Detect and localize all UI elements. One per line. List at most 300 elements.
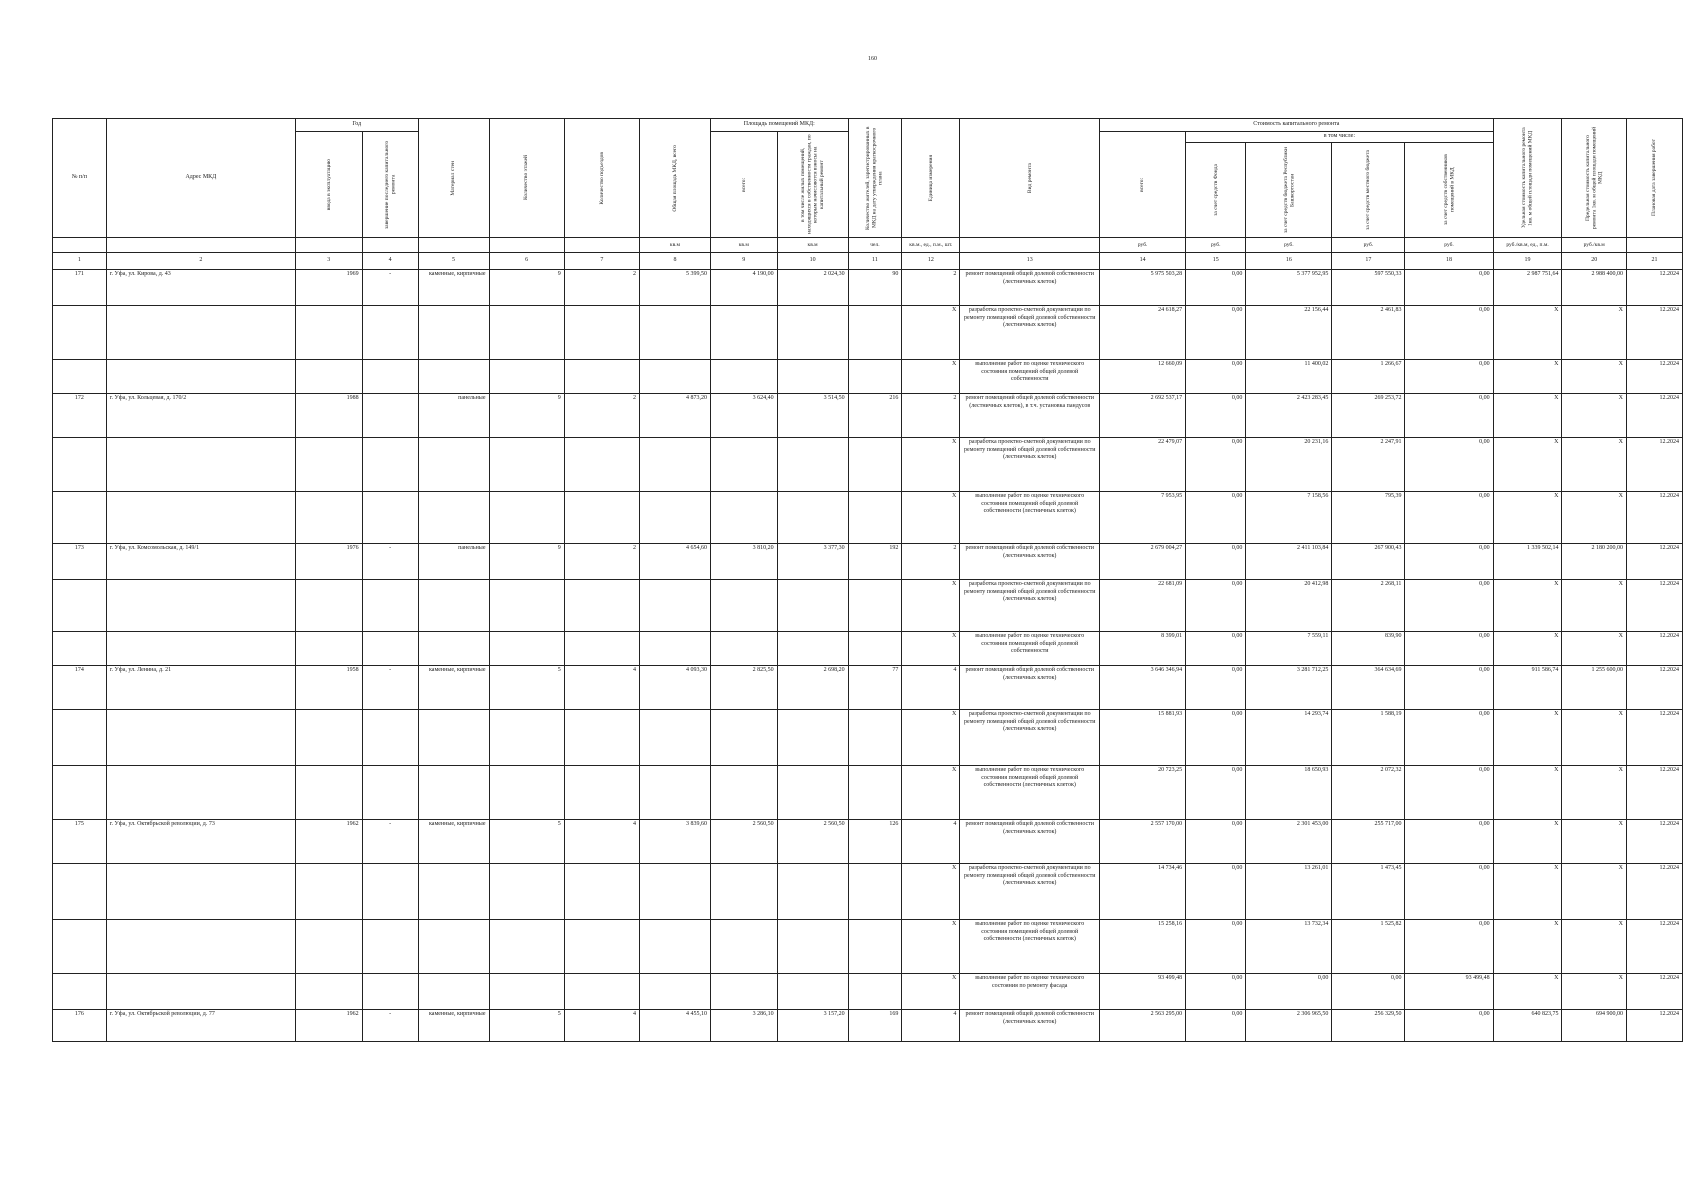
entrances-cell: 4 bbox=[564, 666, 639, 710]
max-cost-cell: X bbox=[1562, 820, 1627, 864]
col-unit-header: Единица измерения bbox=[902, 119, 960, 238]
cost-total-cell: 15 258,16 bbox=[1100, 920, 1186, 974]
cost-republic-cell: 13 732,34 bbox=[1246, 920, 1332, 974]
unit-cell: X bbox=[902, 710, 960, 766]
total-area-cell bbox=[640, 438, 711, 492]
cost-republic-cell: 7 158,56 bbox=[1246, 492, 1332, 544]
cost-owners-cell: 0,00 bbox=[1405, 270, 1493, 306]
max-cost-cell: X bbox=[1562, 360, 1627, 394]
unit-cell: руб. bbox=[1405, 238, 1493, 253]
cost-fund-cell: 0,00 bbox=[1186, 974, 1246, 1010]
deadline-cell: 12.2024 bbox=[1626, 544, 1682, 580]
total-area-cell bbox=[640, 360, 711, 394]
year-commission-cell bbox=[295, 766, 362, 820]
unit-cell bbox=[489, 238, 564, 253]
premises-contrib-cell bbox=[777, 766, 848, 820]
repair-type-cell: разработка проектно-сметной документации по ремонту помещений общей долевой собственности (лестничных клеток) bbox=[960, 864, 1100, 920]
deadline-cell: 12.2024 bbox=[1626, 820, 1682, 864]
unit-cell: руб./кв.м bbox=[1562, 238, 1627, 253]
cost-fund-cell: 0,00 bbox=[1186, 360, 1246, 394]
cost-republic-cell: 2 411 103,84 bbox=[1246, 544, 1332, 580]
unit-cell: X bbox=[902, 920, 960, 974]
column-number-cell: 5 bbox=[418, 253, 489, 270]
cost-fund-cell: 0,00 bbox=[1186, 544, 1246, 580]
specific-cost-cell: X bbox=[1493, 632, 1562, 666]
specific-cost-cell: X bbox=[1493, 920, 1562, 974]
cost-owners-cell: 0,00 bbox=[1405, 864, 1493, 920]
wall-material-cell bbox=[418, 580, 489, 632]
cost-local-cell: 0,00 bbox=[1332, 974, 1405, 1010]
col-wall-material-header: Материал стен bbox=[418, 119, 489, 238]
premises-contrib-cell: 2 698,20 bbox=[777, 666, 848, 710]
premises-area-cell bbox=[710, 306, 777, 360]
address-cell bbox=[106, 920, 295, 974]
total-area-cell: 4 873,20 bbox=[640, 394, 711, 438]
premises-area-cell bbox=[710, 360, 777, 394]
cost-total-cell: 14 734,46 bbox=[1100, 864, 1186, 920]
year-commission-cell bbox=[295, 920, 362, 974]
entrances-cell: 2 bbox=[564, 270, 639, 306]
residents-cell bbox=[848, 766, 902, 820]
max-cost-cell: X bbox=[1562, 974, 1627, 1010]
unit-cell: 4 bbox=[902, 820, 960, 864]
premises-area-cell: 3 810,20 bbox=[710, 544, 777, 580]
column-number-cell: 4 bbox=[362, 253, 418, 270]
premises-area-cell bbox=[710, 632, 777, 666]
row-number-cell bbox=[53, 766, 107, 820]
unit-cell bbox=[564, 238, 639, 253]
floors-cell bbox=[489, 864, 564, 920]
unit-cell: кв.м bbox=[640, 238, 711, 253]
address-cell bbox=[106, 766, 295, 820]
column-number-cell: 21 bbox=[1626, 253, 1682, 270]
residents-cell bbox=[848, 920, 902, 974]
cost-local-cell: 839,90 bbox=[1332, 632, 1405, 666]
cost-owners-cell: 0,00 bbox=[1405, 394, 1493, 438]
row-number-cell bbox=[53, 492, 107, 544]
cost-owners-cell: 0,00 bbox=[1405, 920, 1493, 974]
specific-cost-cell: X bbox=[1493, 394, 1562, 438]
cost-total-cell: 8 399,01 bbox=[1100, 632, 1186, 666]
repair-type-cell: разработка проектно-сметной документации по ремонту помещений общей долевой собственности (лестничных клеток) bbox=[960, 580, 1100, 632]
year-commission-cell bbox=[295, 306, 362, 360]
year-commission-cell: 1969 bbox=[295, 270, 362, 306]
total-area-cell bbox=[640, 974, 711, 1010]
page-number: 160 bbox=[868, 56, 877, 62]
table-row bbox=[53, 974, 1683, 1010]
unit-cell: кв.м., ед., п.м., шт. bbox=[902, 238, 960, 253]
deadline-cell: 12.2024 bbox=[1626, 580, 1682, 632]
table-row bbox=[53, 710, 1683, 766]
column-number-cell: 11 bbox=[848, 253, 902, 270]
cost-fund-cell: 0,00 bbox=[1186, 270, 1246, 306]
entrances-cell bbox=[564, 306, 639, 360]
year-commission-cell: 1958 bbox=[295, 666, 362, 710]
residents-cell bbox=[848, 632, 902, 666]
year-commission-cell: 1962 bbox=[295, 1010, 362, 1042]
table-row bbox=[53, 766, 1683, 820]
address-cell: г. Уфа, ул. Ленина, д. 21 bbox=[106, 666, 295, 710]
address-cell bbox=[106, 438, 295, 492]
repair-type-cell: ремонт помещений общей долевой собственности (лестничных клеток), в т.ч. установка пандусов bbox=[960, 394, 1100, 438]
wall-material-cell bbox=[418, 766, 489, 820]
col-cost-total-header: всего: bbox=[1100, 132, 1186, 238]
floors-cell bbox=[489, 492, 564, 544]
col-owners-header: за счет средств собственников помещений в МКД bbox=[1405, 143, 1493, 238]
year-commission-cell bbox=[295, 974, 362, 1010]
unit-cell: X bbox=[902, 360, 960, 394]
unit-cell bbox=[418, 238, 489, 253]
year-commission-cell bbox=[295, 492, 362, 544]
cost-owners-cell: 0,00 bbox=[1405, 1010, 1493, 1042]
cost-local-cell: 1 473,45 bbox=[1332, 864, 1405, 920]
table-row bbox=[53, 438, 1683, 492]
max-cost-cell: X bbox=[1562, 580, 1627, 632]
residents-cell: 169 bbox=[848, 1010, 902, 1042]
specific-cost-cell: X bbox=[1493, 974, 1562, 1010]
year-last-repair-cell: - bbox=[362, 270, 418, 306]
entrances-cell bbox=[564, 580, 639, 632]
cost-total-cell: 93 499,48 bbox=[1100, 974, 1186, 1010]
cost-fund-cell: 0,00 bbox=[1186, 820, 1246, 864]
total-area-cell: 4 455,10 bbox=[640, 1010, 711, 1042]
entrances-cell bbox=[564, 360, 639, 394]
address-cell bbox=[106, 306, 295, 360]
repair-type-cell: выполнение работ по оценке технического состояния по ремонту фасада bbox=[960, 974, 1100, 1010]
address-cell: г. Уфа, ул. Октябрьской революции, д. 77 bbox=[106, 1010, 295, 1042]
repair-type-cell: разработка проектно-сметной документации по ремонту помещений общей долевой собственности (лестничных клеток) bbox=[960, 710, 1100, 766]
repair-type-cell: ремонт помещений общей долевой собственности (лестничных клеток) bbox=[960, 1010, 1100, 1042]
premises-area-cell bbox=[710, 766, 777, 820]
unit-cell bbox=[106, 238, 295, 253]
address-cell bbox=[106, 974, 295, 1010]
wall-material-cell: каменные, кирпичные bbox=[418, 270, 489, 306]
specific-cost-cell: X bbox=[1493, 580, 1562, 632]
unit-cell: 2 bbox=[902, 544, 960, 580]
year-last-repair-cell bbox=[362, 394, 418, 438]
cost-republic-cell: 7 559,11 bbox=[1246, 632, 1332, 666]
col-num-header: № п/п bbox=[53, 119, 107, 238]
max-cost-cell: 2 180 200,00 bbox=[1562, 544, 1627, 580]
year-last-repair-cell: - bbox=[362, 544, 418, 580]
wall-material-cell bbox=[418, 360, 489, 394]
cost-fund-cell: 0,00 bbox=[1186, 438, 1246, 492]
address-cell bbox=[106, 632, 295, 666]
unit-cell: X bbox=[902, 974, 960, 1010]
table-row bbox=[53, 270, 1683, 306]
table-row bbox=[53, 492, 1683, 544]
cost-owners-cell: 0,00 bbox=[1405, 580, 1493, 632]
premises-contrib-cell bbox=[777, 974, 848, 1010]
premises-contrib-cell bbox=[777, 438, 848, 492]
specific-cost-cell: 2 987 751,64 bbox=[1493, 270, 1562, 306]
cost-fund-cell: 0,00 bbox=[1186, 920, 1246, 974]
col-premises-area-header: Площадь помещений МКД: bbox=[710, 119, 848, 132]
premises-contrib-cell: 2 024,30 bbox=[777, 270, 848, 306]
year-last-repair-cell bbox=[362, 974, 418, 1010]
cost-owners-cell: 0,00 bbox=[1405, 820, 1493, 864]
cost-republic-cell: 2 423 283,45 bbox=[1246, 394, 1332, 438]
column-number-cell: 20 bbox=[1562, 253, 1627, 270]
wall-material-cell: панельные bbox=[418, 394, 489, 438]
cost-total-cell: 2 563 295,00 bbox=[1100, 1010, 1186, 1042]
cost-total-cell: 22 479,07 bbox=[1100, 438, 1186, 492]
total-area-cell bbox=[640, 580, 711, 632]
residents-cell bbox=[848, 360, 902, 394]
unit-cell: руб. bbox=[1186, 238, 1246, 253]
premises-area-cell bbox=[710, 920, 777, 974]
cost-owners-cell: 0,00 bbox=[1405, 360, 1493, 394]
row-number-cell bbox=[53, 580, 107, 632]
premises-contrib-cell: 2 560,50 bbox=[777, 820, 848, 864]
total-area-cell: 4 093,30 bbox=[640, 666, 711, 710]
unit-cell bbox=[295, 238, 362, 253]
deadline-cell: 12.2024 bbox=[1626, 1010, 1682, 1042]
deadline-cell: 12.2024 bbox=[1626, 394, 1682, 438]
residents-cell: 192 bbox=[848, 544, 902, 580]
cost-fund-cell: 0,00 bbox=[1186, 394, 1246, 438]
floors-cell: 5 bbox=[489, 666, 564, 710]
residents-cell bbox=[848, 710, 902, 766]
unit-cell: руб./кв.м, ед., п.м. bbox=[1493, 238, 1562, 253]
floors-cell: 9 bbox=[489, 394, 564, 438]
total-area-cell bbox=[640, 920, 711, 974]
row-number-cell bbox=[53, 438, 107, 492]
deadline-cell: 12.2024 bbox=[1626, 438, 1682, 492]
max-cost-cell: X bbox=[1562, 394, 1627, 438]
cost-local-cell: 267 900,43 bbox=[1332, 544, 1405, 580]
premises-contrib-cell bbox=[777, 632, 848, 666]
deadline-cell: 12.2024 bbox=[1626, 360, 1682, 394]
address-cell bbox=[106, 864, 295, 920]
cost-owners-cell: 0,00 bbox=[1405, 544, 1493, 580]
cost-fund-cell: 0,00 bbox=[1186, 1010, 1246, 1042]
premises-area-cell: 2 560,50 bbox=[710, 820, 777, 864]
residents-cell bbox=[848, 580, 902, 632]
residents-cell bbox=[848, 438, 902, 492]
cost-republic-cell: 14 293,74 bbox=[1246, 710, 1332, 766]
floors-cell: 5 bbox=[489, 820, 564, 864]
col-address-header: Адрес МКД bbox=[106, 119, 295, 238]
premises-contrib-cell: 3 377,30 bbox=[777, 544, 848, 580]
specific-cost-cell: X bbox=[1493, 864, 1562, 920]
cost-total-cell: 2 557 170,00 bbox=[1100, 820, 1186, 864]
cost-local-cell: 1 266,67 bbox=[1332, 360, 1405, 394]
cost-total-cell: 5 975 503,28 bbox=[1100, 270, 1186, 306]
row-number-cell bbox=[53, 710, 107, 766]
col-year-last-repair-header: завершение последнего капитального ремонта bbox=[362, 132, 418, 238]
cost-owners-cell: 93 499,48 bbox=[1405, 974, 1493, 1010]
cost-owners-cell: 0,00 bbox=[1405, 438, 1493, 492]
year-last-repair-cell bbox=[362, 864, 418, 920]
max-cost-cell: X bbox=[1562, 766, 1627, 820]
repair-type-cell: выполнение работ по оценке технического состояния помещений общей долевой собственности bbox=[960, 632, 1100, 666]
specific-cost-cell: X bbox=[1493, 710, 1562, 766]
repair-type-cell: выполнение работ по оценке технического состояния помещений общей долевой собственности (лестничных клеток) bbox=[960, 492, 1100, 544]
row-number-cell bbox=[53, 864, 107, 920]
cost-fund-cell: 0,00 bbox=[1186, 710, 1246, 766]
cost-fund-cell: 0,00 bbox=[1186, 492, 1246, 544]
specific-cost-cell: 1 339 502,14 bbox=[1493, 544, 1562, 580]
floors-cell bbox=[489, 974, 564, 1010]
premises-area-cell: 3 286,10 bbox=[710, 1010, 777, 1042]
entrances-cell: 4 bbox=[564, 820, 639, 864]
col-including-header: в том числе: bbox=[1186, 132, 1494, 143]
cost-owners-cell: 0,00 bbox=[1405, 766, 1493, 820]
entrances-cell bbox=[564, 492, 639, 544]
wall-material-cell bbox=[418, 920, 489, 974]
cost-local-cell: 2 072,32 bbox=[1332, 766, 1405, 820]
cost-republic-cell: 18 650,93 bbox=[1246, 766, 1332, 820]
unit-cell: X bbox=[902, 864, 960, 920]
specific-cost-cell: X bbox=[1493, 438, 1562, 492]
address-cell: г. Уфа, ул. Октябрьской революции, д. 73 bbox=[106, 820, 295, 864]
cost-local-cell: 1 525,82 bbox=[1332, 920, 1405, 974]
year-last-repair-cell: - bbox=[362, 820, 418, 864]
year-commission-cell: 1988 bbox=[295, 394, 362, 438]
col-specific-cost-header: Удельная стоимость капитального ремонта 1кв. м общей площади помещений МКД bbox=[1493, 119, 1562, 238]
deadline-cell: 12.2024 bbox=[1626, 270, 1682, 306]
repair-type-cell: выполнение работ по оценке технического состояния помещений общей долевой собственности bbox=[960, 360, 1100, 394]
max-cost-cell: X bbox=[1562, 632, 1627, 666]
col-deadline-header: Плановая дата завершения работ bbox=[1626, 119, 1682, 238]
residents-cell: 90 bbox=[848, 270, 902, 306]
unit-cell: чел. bbox=[848, 238, 902, 253]
cost-local-cell: 269 253,72 bbox=[1332, 394, 1405, 438]
repair-type-cell: разработка проектно-сметной документации по ремонту помещений общей долевой собственности (лестничных клеток) bbox=[960, 306, 1100, 360]
floors-cell: 5 bbox=[489, 1010, 564, 1042]
premises-contrib-cell: 3 157,20 bbox=[777, 1010, 848, 1042]
cost-republic-cell: 20 412,98 bbox=[1246, 580, 1332, 632]
unit-cell: 4 bbox=[902, 1010, 960, 1042]
max-cost-cell: X bbox=[1562, 920, 1627, 974]
cost-fund-cell: 0,00 bbox=[1186, 632, 1246, 666]
wall-material-cell bbox=[418, 974, 489, 1010]
year-last-repair-cell bbox=[362, 438, 418, 492]
max-cost-cell: X bbox=[1562, 864, 1627, 920]
residents-cell: 77 bbox=[848, 666, 902, 710]
cost-republic-cell: 3 281 712,25 bbox=[1246, 666, 1332, 710]
cost-fund-cell: 0,00 bbox=[1186, 306, 1246, 360]
premises-contrib-cell bbox=[777, 360, 848, 394]
max-cost-cell: 1 255 600,00 bbox=[1562, 666, 1627, 710]
cost-total-cell: 2 679 004,27 bbox=[1100, 544, 1186, 580]
cost-republic-cell: 22 156,44 bbox=[1246, 306, 1332, 360]
entrances-cell bbox=[564, 710, 639, 766]
column-number-cell: 14 bbox=[1100, 253, 1186, 270]
col-floors-header: Количество этажей bbox=[489, 119, 564, 238]
repair-type-cell: выполнение работ по оценке технического состояния помещений общей долевой собственности (лестничных клеток) bbox=[960, 920, 1100, 974]
deadline-cell: 12.2024 bbox=[1626, 974, 1682, 1010]
floors-cell bbox=[489, 580, 564, 632]
col-cost-header: Стоимость капитального ремонта bbox=[1100, 119, 1494, 132]
column-number-cell: 8 bbox=[640, 253, 711, 270]
entrances-cell: 4 bbox=[564, 1010, 639, 1042]
premises-area-cell bbox=[710, 974, 777, 1010]
address-cell: г. Уфа, ул. Кирова, д. 43 bbox=[106, 270, 295, 306]
total-area-cell bbox=[640, 306, 711, 360]
unit-cell bbox=[1626, 238, 1682, 253]
specific-cost-cell: X bbox=[1493, 360, 1562, 394]
cost-total-cell: 12 660,09 bbox=[1100, 360, 1186, 394]
year-last-repair-cell bbox=[362, 306, 418, 360]
floors-cell bbox=[489, 632, 564, 666]
residents-cell bbox=[848, 974, 902, 1010]
year-last-repair-cell bbox=[362, 766, 418, 820]
year-last-repair-cell: - bbox=[362, 666, 418, 710]
unit-cell: X bbox=[902, 766, 960, 820]
repair-type-cell: выполнение работ по оценке технического состояния помещений общей долевой собственности (лестничных клеток) bbox=[960, 766, 1100, 820]
unit-cell: 2 bbox=[902, 270, 960, 306]
row-number-cell: 173 bbox=[53, 544, 107, 580]
column-numbers-row bbox=[53, 253, 1683, 270]
unit-cell: X bbox=[902, 306, 960, 360]
deadline-cell: 12.2024 bbox=[1626, 492, 1682, 544]
table-row bbox=[53, 1010, 1683, 1042]
unit-cell: 4 bbox=[902, 666, 960, 710]
cost-republic-cell: 2 306 965,50 bbox=[1246, 1010, 1332, 1042]
col-local-header: за счет средств местного бюджета bbox=[1332, 143, 1405, 238]
premises-area-cell: 2 825,50 bbox=[710, 666, 777, 710]
repair-type-cell: ремонт помещений общей долевой собственности (лестничных клеток) bbox=[960, 820, 1100, 864]
table-row bbox=[53, 580, 1683, 632]
cost-total-cell: 24 618,27 bbox=[1100, 306, 1186, 360]
year-last-repair-cell: - bbox=[362, 1010, 418, 1042]
table-row bbox=[53, 394, 1683, 438]
deadline-cell: 12.2024 bbox=[1626, 710, 1682, 766]
unit-cell: руб. bbox=[1246, 238, 1332, 253]
year-last-repair-cell bbox=[362, 920, 418, 974]
column-number-cell: 1 bbox=[53, 253, 107, 270]
residents-cell: 216 bbox=[848, 394, 902, 438]
cost-republic-cell: 13 261,01 bbox=[1246, 864, 1332, 920]
row-number-cell bbox=[53, 360, 107, 394]
premises-contrib-cell bbox=[777, 710, 848, 766]
wall-material-cell bbox=[418, 632, 489, 666]
floors-cell: 9 bbox=[489, 544, 564, 580]
max-cost-cell: X bbox=[1562, 492, 1627, 544]
premises-area-cell bbox=[710, 580, 777, 632]
col-max-cost-header: Предельная стоимость капитального ремонта 1кв. м общей площади помещений МКД bbox=[1562, 119, 1627, 238]
total-area-cell bbox=[640, 766, 711, 820]
deadline-cell: 12.2024 bbox=[1626, 920, 1682, 974]
specific-cost-cell: X bbox=[1493, 766, 1562, 820]
table-row bbox=[53, 306, 1683, 360]
row-number-cell bbox=[53, 974, 107, 1010]
residents-cell bbox=[848, 306, 902, 360]
cost-republic-cell: 11 400,02 bbox=[1246, 360, 1332, 394]
year-commission-cell bbox=[295, 438, 362, 492]
table-row bbox=[53, 632, 1683, 666]
wall-material-cell bbox=[418, 492, 489, 544]
cost-owners-cell: 0,00 bbox=[1405, 632, 1493, 666]
cost-total-cell: 7 953,95 bbox=[1100, 492, 1186, 544]
unit-cell: X bbox=[902, 438, 960, 492]
total-area-cell bbox=[640, 864, 711, 920]
row-number-cell: 176 bbox=[53, 1010, 107, 1042]
deadline-cell: 12.2024 bbox=[1626, 766, 1682, 820]
row-number-cell bbox=[53, 632, 107, 666]
cost-fund-cell: 0,00 bbox=[1186, 766, 1246, 820]
cost-total-cell: 20 723,25 bbox=[1100, 766, 1186, 820]
cost-republic-cell: 20 231,16 bbox=[1246, 438, 1332, 492]
specific-cost-cell: X bbox=[1493, 306, 1562, 360]
premises-contrib-cell bbox=[777, 492, 848, 544]
wall-material-cell: каменные, кирпичные bbox=[418, 666, 489, 710]
cost-local-cell: 2 268,11 bbox=[1332, 580, 1405, 632]
entrances-cell bbox=[564, 438, 639, 492]
cost-owners-cell: 0,00 bbox=[1405, 666, 1493, 710]
